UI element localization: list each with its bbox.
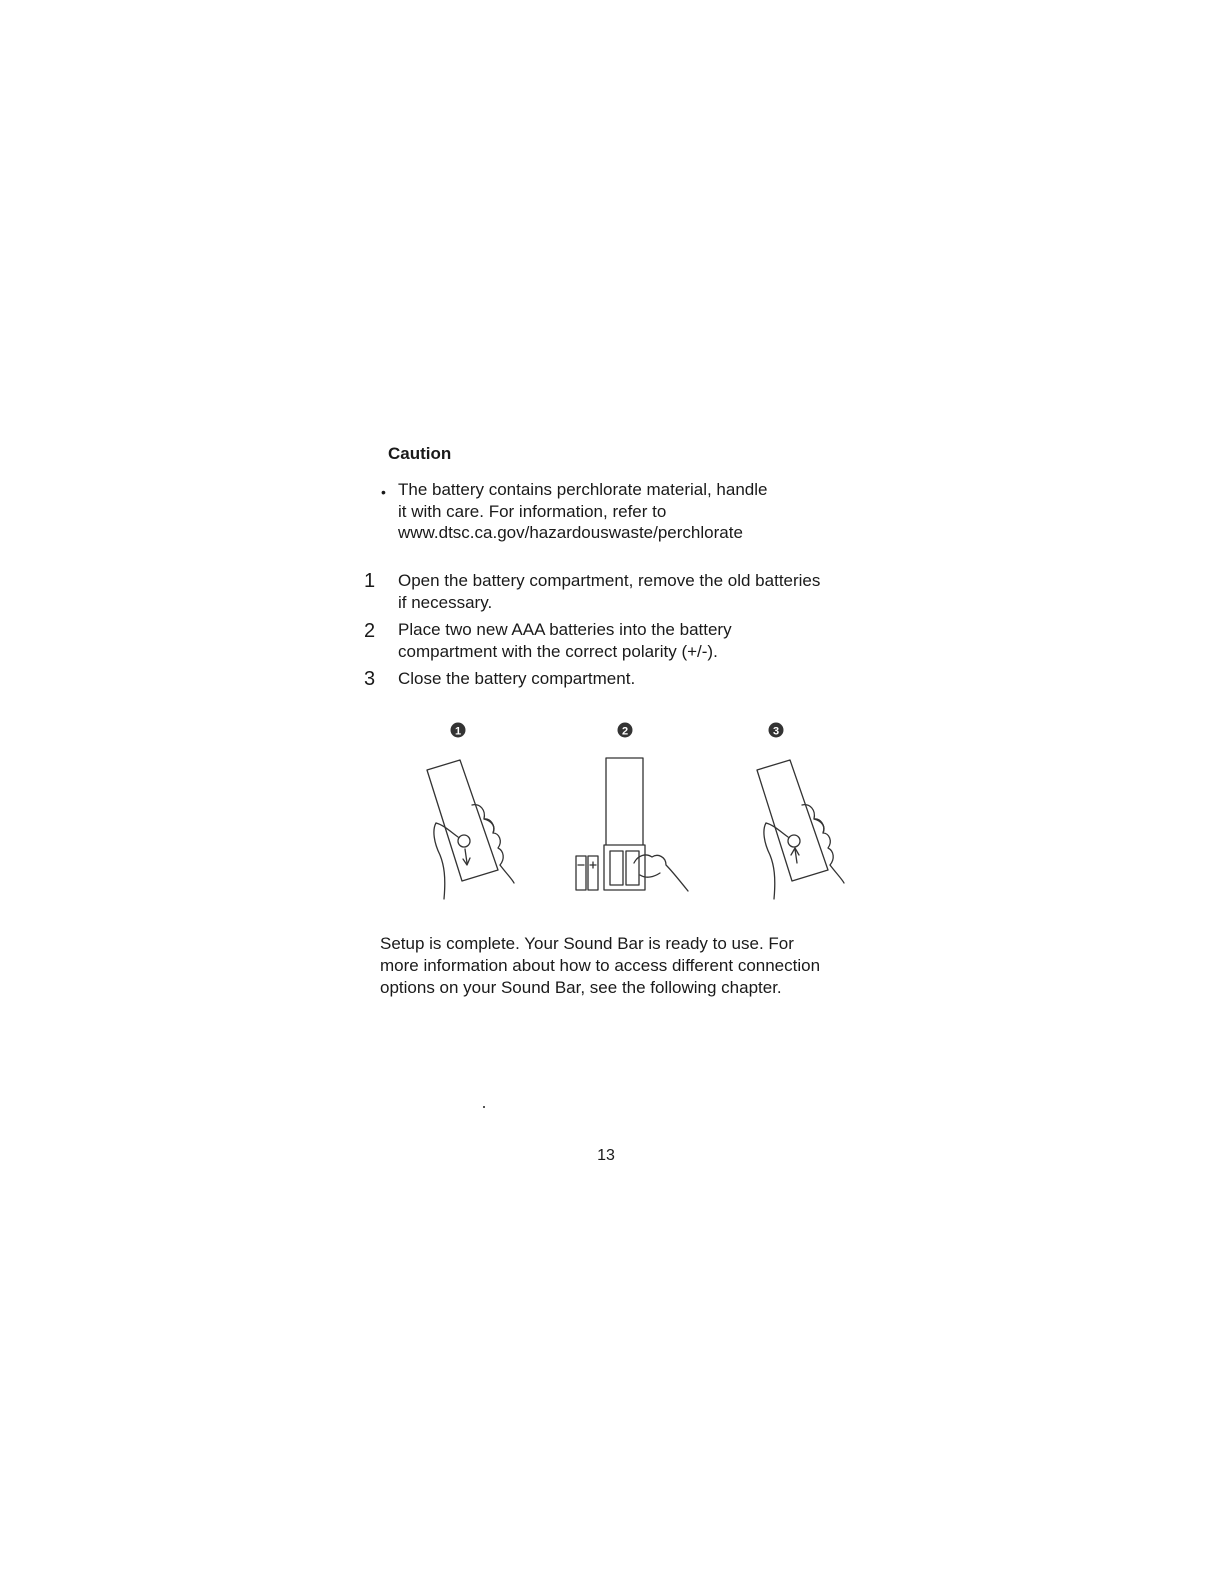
step-marker-3 xyxy=(769,723,784,738)
step-marker-2 xyxy=(618,723,633,738)
setup-complete-paragraph xyxy=(380,933,870,998)
step-line: Place two new AAA batteries into the battery xyxy=(398,620,732,639)
remote-slide-down-illustration xyxy=(427,760,514,899)
caution-title: Caution xyxy=(388,444,452,463)
caution-url: www.dtsc.ca.gov/hazardouswaste/perchlorate xyxy=(398,523,743,542)
step-text-3 xyxy=(398,668,878,690)
svg-text:3: 3 xyxy=(772,725,780,738)
paragraph-line: options on your Sound Bar, see the following chapter. xyxy=(380,977,782,997)
step-line: Close the battery compartment. xyxy=(398,669,636,688)
paragraph-line: Setup is complete. Your Sound Bar is ready to use. For xyxy=(380,934,794,953)
caution-bullet-symbol: • xyxy=(381,484,386,500)
battery-installation-figure xyxy=(400,715,870,905)
step-line: if necessary. xyxy=(398,592,493,612)
svg-text:2: 2 xyxy=(621,725,629,738)
svg-text:1: 1 xyxy=(454,725,462,738)
caution-line: The battery contains perchlorate material, handle xyxy=(398,480,768,499)
step-number-3: 3 xyxy=(364,668,376,690)
step-marker-1 xyxy=(451,723,466,738)
paragraph-line: more information about how to access different connection xyxy=(380,955,821,975)
stray-dot xyxy=(483,1106,485,1108)
step-line: Open the battery compartment, remove the old batteries xyxy=(398,571,821,590)
step-number-1: 1 xyxy=(364,570,376,592)
caution-line: it with care. For information, refer to xyxy=(398,501,667,521)
step-text-1 xyxy=(398,570,878,613)
step-number-2: 2 xyxy=(364,620,376,642)
step-text-2 xyxy=(398,619,878,662)
page-number: 13 xyxy=(597,1147,615,1164)
remote-insert-batteries-illustration xyxy=(576,758,688,891)
remote-slide-up-illustration xyxy=(757,760,844,899)
caution-bullet-text xyxy=(398,479,868,544)
step-line: compartment with the correct polarity (+/-). xyxy=(398,641,718,661)
